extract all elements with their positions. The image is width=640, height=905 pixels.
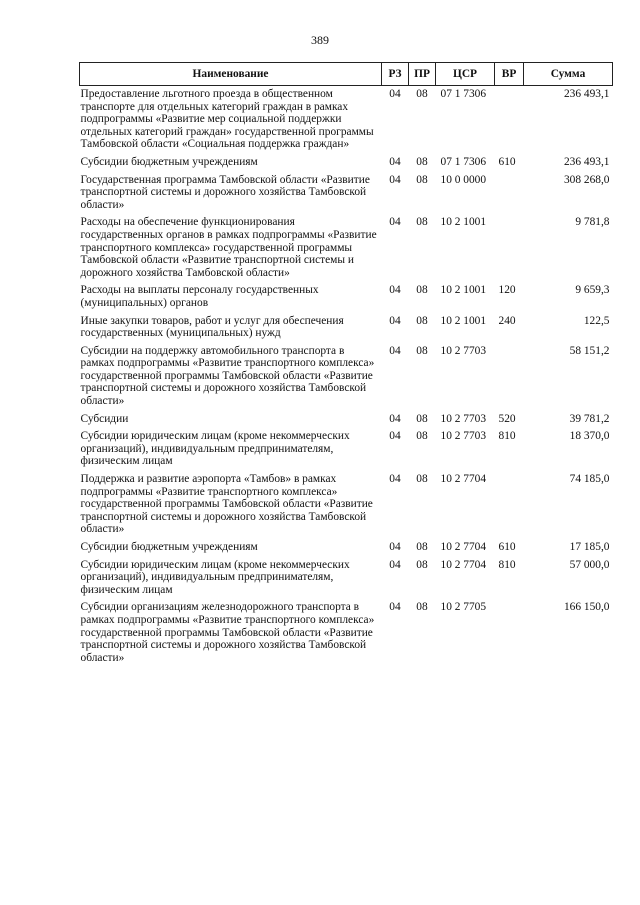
cell-vr: 240 bbox=[498, 314, 516, 327]
cell-rz: 04 bbox=[389, 173, 401, 186]
cell-pr: 08 bbox=[416, 412, 428, 425]
table-row bbox=[80, 343, 613, 411]
cell-csr: 10 2 1001 bbox=[440, 284, 487, 297]
table-row bbox=[80, 172, 613, 215]
cell-name: Расходы на выплаты персоналу государственных (муниципальных) органов bbox=[80, 284, 319, 309]
cell-name: Субсидии на поддержку автомобильного транспорта в рамках подпрограммы «Развитие транспортного комплекса» государственной программы Тамбовской области «Развитие транспортной системы и дорожного хозяйства Тамбовской области» bbox=[80, 344, 375, 408]
cell-rz: 04 bbox=[389, 88, 401, 100]
cell-pr: 08 bbox=[416, 558, 428, 571]
cell-name: Субсидии юридическим лицам (кроме некоммерческих организаций), индивидуальным предпринимателям, физическим лицам bbox=[80, 430, 350, 468]
cell-csr: 07 1 7306 bbox=[440, 155, 487, 168]
cell-vr bbox=[495, 599, 524, 667]
cell-pr: 08 bbox=[416, 216, 428, 229]
table-row bbox=[80, 557, 613, 600]
cell-name: Субсидии bbox=[80, 412, 129, 425]
cell-vr: 810 bbox=[498, 558, 516, 571]
cell-name: Субсидии организациям железнодорожного транспорта в рамках подпрограммы «Развитие транспортного комплекса» государственной программы Тамбовской области «Развитие транспортной системы и дорожного хозяйства Тамбовской области» bbox=[80, 601, 375, 664]
cell-sum: 122,5 bbox=[583, 314, 610, 327]
cell-sum: 9 659,3 bbox=[575, 284, 610, 297]
cell-vr: 810 bbox=[498, 430, 516, 443]
cell-sum: 39 781,2 bbox=[569, 412, 610, 425]
header-vr: ВР bbox=[495, 63, 524, 86]
table-row bbox=[80, 599, 613, 667]
table-row bbox=[80, 214, 613, 282]
cell-sum: 58 151,2 bbox=[569, 344, 610, 357]
cell-sum: 17 185,0 bbox=[569, 541, 610, 553]
table-row bbox=[80, 86, 613, 154]
cell-csr: 10 2 7704 bbox=[440, 558, 487, 571]
cell-name: Поддержка и развитие аэропорта «Тамбов» в рамках подпрограммы «Развитие транспортного комплекса» государственной программы Тамбовской области «Развитие транспортной системы и дорожного хозяйства Тамбовской области» bbox=[80, 473, 373, 536]
table-row bbox=[80, 539, 613, 557]
cell-csr: 10 2 7704 bbox=[440, 541, 487, 553]
cell-rz: 04 bbox=[389, 412, 401, 425]
cell-name: Субсидии юридическим лицам (кроме некоммерческих организаций), индивидуальным предпринимателям, физическим лицам bbox=[80, 558, 350, 596]
cell-rz: 04 bbox=[389, 558, 401, 571]
table-header bbox=[80, 63, 613, 86]
cell-csr: 10 2 1001 bbox=[440, 216, 487, 229]
cell-csr: 10 2 7703 bbox=[440, 430, 487, 443]
cell-pr: 08 bbox=[416, 88, 428, 100]
cell-name: Предоставление льготного проезда в общественном транспорте для отдельных категорий граждан в рамках подпрограммы «Развитие мер социальной поддержки отдельных категорий граждан» государственной программы Тамбовской области «Социальная поддержка граждан» bbox=[80, 88, 374, 151]
table-row bbox=[80, 154, 613, 172]
page-number: 389 bbox=[311, 33, 329, 47]
budget-table bbox=[79, 62, 613, 667]
cell-rz: 04 bbox=[389, 314, 401, 327]
cell-csr: 10 0 0000 bbox=[440, 173, 487, 186]
cell-pr: 08 bbox=[416, 173, 428, 186]
header-name: Наименование bbox=[80, 63, 382, 86]
header-pr: ПР bbox=[409, 63, 436, 86]
cell-sum: 166 150,0 bbox=[563, 601, 610, 614]
cell-pr: 08 bbox=[416, 314, 428, 327]
cell-rz: 04 bbox=[389, 216, 401, 229]
header-rz: РЗ bbox=[382, 63, 409, 86]
table-row bbox=[80, 282, 613, 312]
cell-sum: 236 493,1 bbox=[563, 88, 610, 100]
cell-rz: 04 bbox=[389, 601, 401, 614]
cell-pr: 08 bbox=[416, 344, 428, 357]
cell-sum: 57 000,0 bbox=[569, 558, 610, 571]
cell-rz: 04 bbox=[389, 155, 401, 168]
cell-rz: 04 bbox=[389, 541, 401, 553]
cell-vr bbox=[495, 172, 524, 215]
cell-vr bbox=[495, 471, 524, 539]
cell-csr: 10 2 7705 bbox=[440, 601, 487, 614]
cell-csr: 07 1 7306 bbox=[440, 88, 487, 100]
cell-sum: 74 185,0 bbox=[569, 473, 610, 486]
table-row bbox=[80, 471, 613, 539]
cell-name: Субсидии бюджетным учреждениям bbox=[80, 155, 258, 168]
table-body bbox=[80, 86, 613, 668]
cell-vr bbox=[495, 214, 524, 282]
cell-rz: 04 bbox=[389, 473, 401, 486]
cell-sum: 236 493,1 bbox=[563, 155, 610, 168]
cell-name: Иные закупки товаров, работ и услуг для обеспечения государственных (муниципальных) нужд bbox=[80, 314, 344, 340]
cell-vr bbox=[495, 86, 524, 154]
cell-vr bbox=[495, 343, 524, 411]
cell-rz: 04 bbox=[389, 344, 401, 357]
cell-pr: 08 bbox=[416, 541, 428, 553]
header-sum: Сумма bbox=[524, 63, 613, 86]
cell-pr: 08 bbox=[416, 430, 428, 443]
cell-csr: 10 2 7703 bbox=[440, 412, 487, 425]
cell-name: Субсидии бюджетным учреждениям bbox=[80, 541, 258, 553]
cell-vr: 120 bbox=[498, 284, 516, 297]
cell-sum: 9 781,8 bbox=[575, 216, 610, 229]
header-csr: ЦСР bbox=[436, 63, 495, 86]
cell-pr: 08 bbox=[416, 284, 428, 297]
cell-vr: 610 bbox=[498, 541, 516, 553]
cell-pr: 08 bbox=[416, 601, 428, 614]
cell-rz: 04 bbox=[389, 430, 401, 443]
cell-rz: 04 bbox=[389, 284, 401, 297]
cell-name: Государственная программа Тамбовской области «Развитие транспортной системы и дорожного хозяйства Тамбовской области» bbox=[80, 173, 370, 211]
cell-vr: 520 bbox=[498, 412, 516, 425]
cell-name: Расходы на обеспечение функционирования государственных органов в рамках подпрограммы «Развитие транспортного комплекса» государственной программы Тамбовской области «Развитие транспортной системы и дорожного хозяйства Тамбовской области» bbox=[80, 216, 377, 279]
table-row bbox=[80, 411, 613, 429]
cell-pr: 08 bbox=[416, 155, 428, 168]
cell-sum: 308 268,0 bbox=[563, 173, 610, 186]
table-row bbox=[80, 428, 613, 471]
cell-pr: 08 bbox=[416, 473, 428, 486]
cell-csr: 10 2 7704 bbox=[440, 473, 487, 486]
cell-sum: 18 370,0 bbox=[569, 430, 610, 443]
header-row bbox=[80, 63, 613, 86]
cell-vr: 610 bbox=[498, 155, 516, 168]
cell-csr: 10 2 1001 bbox=[440, 314, 487, 327]
table-row bbox=[80, 313, 613, 343]
cell-csr: 10 2 7703 bbox=[440, 344, 487, 357]
